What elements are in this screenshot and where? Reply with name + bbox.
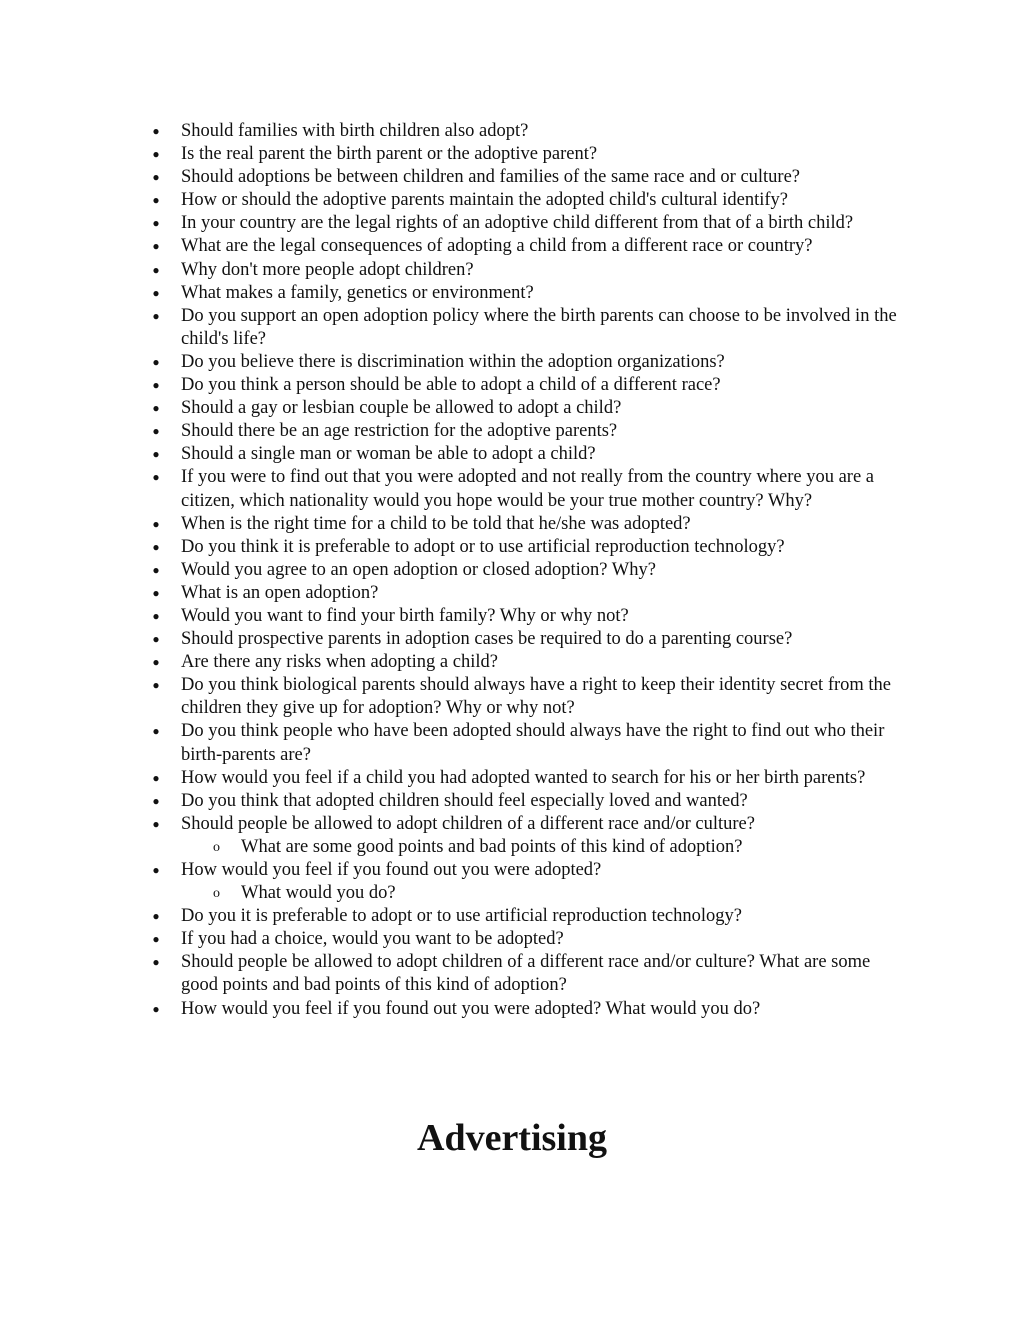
question-text: Do you think a person should be able to adopt a child of a different race? <box>181 375 721 396</box>
question-item <box>152 282 911 305</box>
question-text: Do you think people who have been adopted should always have the right to find out who their birth-parents are? <box>181 721 885 765</box>
question-text: How would you feel if you found out you were adopted? What would you do? <box>181 998 761 1019</box>
question-text: When is the right time for a child to be told that he/she was adopted? <box>181 513 691 534</box>
bullet-icon: ● <box>152 147 160 162</box>
question-item <box>152 420 911 443</box>
question-item <box>152 120 911 143</box>
bullet-icon: ● <box>152 724 160 739</box>
question-item <box>152 674 911 720</box>
question-item <box>152 605 911 628</box>
question-item <box>152 305 911 351</box>
bullet-icon: ● <box>152 793 160 808</box>
question-list <box>152 120 911 1021</box>
bullet-icon: ● <box>152 655 160 670</box>
bullet-icon: ● <box>152 308 160 323</box>
bullet-icon: ● <box>152 955 160 970</box>
bullet-icon: ● <box>152 470 160 485</box>
section-heading: Advertising <box>417 1117 607 1159</box>
bullet-icon: ● <box>152 378 160 393</box>
question-text: Would you agree to an open adoption or closed adoption? Why? <box>181 559 656 580</box>
bullet-icon: ● <box>152 239 160 254</box>
sub-bullet-icon: o <box>213 886 220 902</box>
bullet-icon: ● <box>152 516 160 531</box>
question-item <box>152 998 911 1021</box>
bullet-icon: ● <box>152 193 160 208</box>
question-item <box>152 582 911 605</box>
question-item <box>152 951 911 997</box>
bullet-icon: ● <box>152 932 160 947</box>
question-text: Should families with birth children also adopt? <box>181 121 529 141</box>
bullet-icon: ● <box>152 262 160 277</box>
question-item <box>152 466 911 512</box>
bullet-icon: ● <box>152 632 160 647</box>
sub-question-item <box>213 836 911 859</box>
question-text: Do you support an open adoption policy where the birth parents can choose to be involved in the child's life? <box>181 305 897 349</box>
question-item <box>152 536 911 559</box>
question-item <box>152 351 911 374</box>
question-item <box>152 628 911 651</box>
bullet-icon: ● <box>152 170 160 185</box>
question-text: Should prospective parents in adoption cases be required to do a parenting course? <box>181 629 793 650</box>
bullet-icon: ● <box>152 354 160 369</box>
question-text: Do you believe there is discrimination within the adoption organizations? <box>181 351 725 372</box>
bullet-icon: ● <box>152 770 160 785</box>
sub-bullet-icon: o <box>213 839 220 855</box>
bullet-icon: ● <box>152 562 160 577</box>
bullet-icon: ● <box>152 909 160 924</box>
question-item <box>152 259 911 282</box>
question-text: If you were to find out that you were adopted and not really from the country where you are a citizen, which nationality would you hope would be your true mother country? Why? <box>181 467 874 511</box>
question-text: Would you want to find your birth family? Why or why not? <box>181 605 629 626</box>
question-text: How or should the adoptive parents maintain the adopted child's cultural identify? <box>181 190 788 211</box>
question-item <box>152 374 911 397</box>
question-text: Should there be an age restriction for the adoptive parents? <box>181 421 618 442</box>
sub-question-item <box>213 882 911 905</box>
question-text: If you had a choice, would you want to be adopted? <box>181 929 564 950</box>
question-item <box>152 859 911 905</box>
question-item <box>152 166 911 189</box>
sub-question-text: What are some good points and bad points of this kind of adoption? <box>241 836 743 857</box>
bullet-icon: ● <box>152 539 160 554</box>
question-item <box>152 397 911 420</box>
question-item <box>152 767 911 790</box>
bullet-icon: ● <box>152 447 160 462</box>
question-item <box>152 143 911 166</box>
question-text: What makes a family, genetics or environment? <box>181 282 534 303</box>
question-text: Should a gay or lesbian couple be allowed to adopt a child? <box>181 398 622 419</box>
bullet-icon: ● <box>152 285 160 300</box>
question-text: What is an open adoption? <box>181 582 379 603</box>
sub-question-text: What would you do? <box>241 883 396 904</box>
question-text: In your country are the legal rights of an adoptive child different from that of a birth child? <box>181 213 854 234</box>
bullet-icon: ● <box>152 1001 160 1016</box>
sub-question-list <box>181 882 911 905</box>
question-item <box>152 928 911 951</box>
question-text: Do you think it is preferable to adopt or to use artificial reproduction technology? <box>181 536 785 557</box>
question-text: Do you think biological parents should always have a right to keep their identity secret from the children they give up for adoption? Why or why not? <box>181 675 892 719</box>
bullet-icon: ● <box>152 608 160 623</box>
bullet-icon: ● <box>152 863 160 877</box>
bullet-icon: ● <box>152 585 160 600</box>
question-text: What are the legal consequences of adopting a child from a different race or country? <box>181 236 813 257</box>
question-text: Are there any risks when adopting a child? <box>181 652 498 673</box>
bullet-icon: ● <box>152 401 160 416</box>
question-item <box>152 559 911 582</box>
question-text: Should people be allowed to adopt children of a different race and/or culture? What are some good points and bad points of this kind of adoption? <box>181 952 871 996</box>
question-text: Should a single man or woman be able to adopt a child? <box>181 444 596 465</box>
question-item <box>152 905 911 928</box>
question-text: Do you think that adopted children should feel especially loved and wanted? <box>181 790 748 811</box>
question-item <box>152 212 911 235</box>
question-text: Why don't more people adopt children? <box>181 259 474 280</box>
question-item <box>152 443 911 466</box>
question-item <box>152 513 911 536</box>
question-text: Is the real parent the birth parent or the adoptive parent? <box>181 144 598 165</box>
bullet-icon: ● <box>152 816 160 831</box>
question-item <box>152 189 911 212</box>
question-text: How would you feel if you found out you were adopted? <box>181 860 602 880</box>
bullet-icon: ● <box>152 678 160 693</box>
bullet-icon: ● <box>152 424 160 439</box>
bullet-icon: ● <box>152 216 160 231</box>
question-item <box>152 720 911 766</box>
question-text: Do you it is preferable to adopt or to use artificial reproduction technology? <box>181 906 742 927</box>
question-text: Should people be allowed to adopt children of a different race and/or culture? <box>181 813 755 834</box>
question-item <box>152 235 911 258</box>
bullet-icon: ● <box>152 124 160 138</box>
question-text: Should adoptions be between children and families of the same race and or culture? <box>181 167 801 188</box>
question-item <box>152 790 911 813</box>
question-item <box>152 651 911 674</box>
sub-question-list <box>181 836 911 859</box>
question-item <box>152 813 911 859</box>
question-text: How would you feel if a child you had adopted wanted to search for his or her birth parents? <box>181 767 866 788</box>
